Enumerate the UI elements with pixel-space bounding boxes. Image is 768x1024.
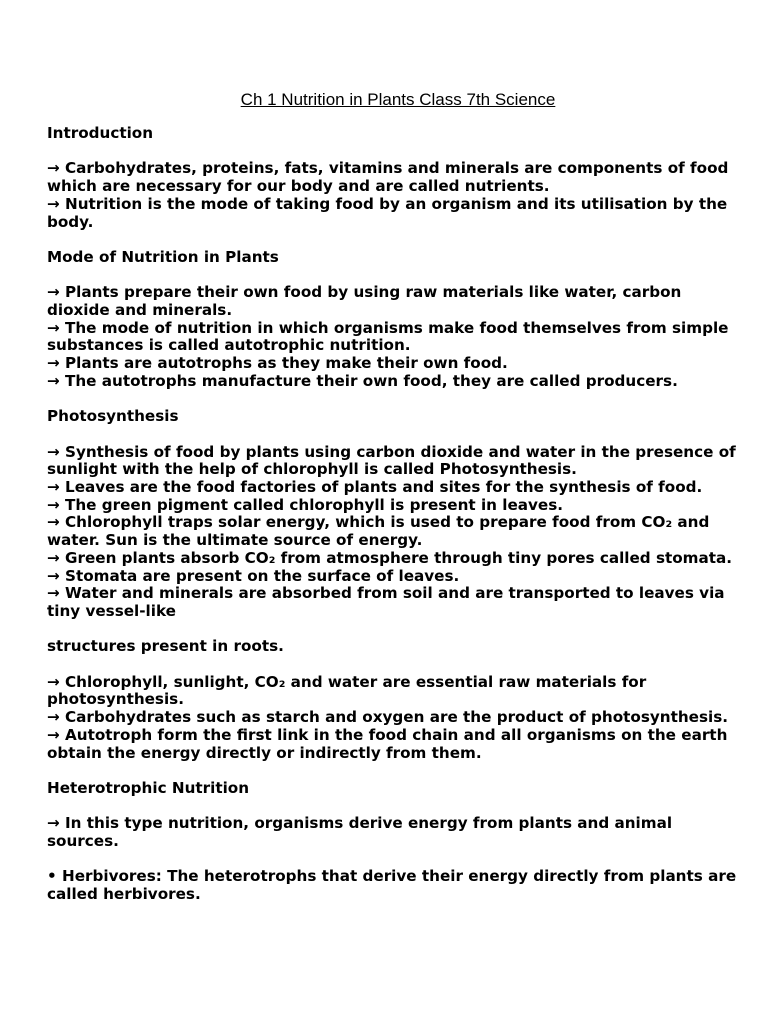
document-title: Ch 1 Nutrition in Plants Class 7th Science	[240, 90, 556, 109]
document-page	[47, 88, 737, 904]
paragraph-line: → The mode of nutrition in which organisms make food themselves from simple substances is called autotrophic nutrition.	[47, 318, 729, 355]
paragraph-line: → In this type nutrition, organisms derive energy from plants and animal sources.	[47, 814, 673, 850]
paragraph-line: structures present in roots.	[47, 637, 284, 656]
paragraph-line: → Chlorophyll traps solar energy, which is used to prepare food from CO₂ and water. Sun is the ultimate source of energy.	[47, 513, 710, 550]
spacer	[47, 391, 737, 409]
spacer	[47, 426, 737, 444]
paragraph-line: • Herbivores: The heterotrophs that derive their energy directly from plants are called herbivores.	[47, 867, 737, 904]
paragraph-line: → Nutrition is the mode of taking food by an organism and its utilisation by the body.	[47, 194, 728, 231]
spacer	[47, 267, 737, 285]
spacer	[47, 762, 737, 780]
paragraph-line: → Water and minerals are absorbed from soil and are transported to leaves via tiny vessel-like	[47, 584, 725, 620]
paragraph-line: → Carbohydrates, proteins, fats, vitamins and minerals are components of food which are necessary for our body and are called nutrients.	[47, 159, 729, 196]
paragraph-line: → The autotrophs manufacture their own food, they are called producers.	[47, 371, 678, 390]
paragraph-line: → Leaves are the food factories of plants and sites for the synthesis of food.	[47, 477, 703, 496]
section-heading-photosynthesis: Photosynthesis	[47, 407, 179, 426]
section-heading-heterotrophic-nutrition: Heterotrophic Nutrition	[47, 778, 250, 797]
paragraph-line: → Chlorophyll, sunlight, CO₂ and water are essential raw materials for photosynthesis.	[47, 672, 647, 709]
paragraph-line: → Plants prepare their own food by using raw materials like water, carbon dioxide and minerals.	[47, 283, 682, 319]
paragraph-line: → The green pigment called chlorophyll is present in leaves.	[47, 495, 564, 514]
paragraph-line: → Green plants absorb CO₂ from atmosphere through tiny pores called stomata.	[47, 548, 733, 567]
spacer	[47, 231, 737, 249]
paragraph-line: → Autotroph form the first link in the food chain and all organisms on the earth obtain the energy directly or indirectly from them.	[47, 725, 728, 762]
paragraph-line: → Stomata are present on the surface of leaves.	[47, 566, 460, 585]
paragraph-line: → Carbohydrates such as starch and oxygen are the product of photosynthesis.	[47, 708, 729, 727]
spacer	[47, 798, 737, 816]
paragraph-line: → Synthesis of food by plants using carbon dioxide and water in the presence of sunlight with the help of chlorophyll is called Photosynthesis.	[47, 442, 736, 479]
spacer	[47, 143, 737, 161]
spacer	[47, 621, 737, 639]
spacer	[47, 656, 737, 674]
paragraph-line: → Plants are autotrophs as they make their own food.	[47, 354, 508, 373]
section-heading-mode-of-nutrition: Mode of Nutrition in Plants	[47, 247, 279, 266]
section-heading-introduction: Introduction	[47, 124, 154, 142]
spacer	[47, 851, 737, 869]
